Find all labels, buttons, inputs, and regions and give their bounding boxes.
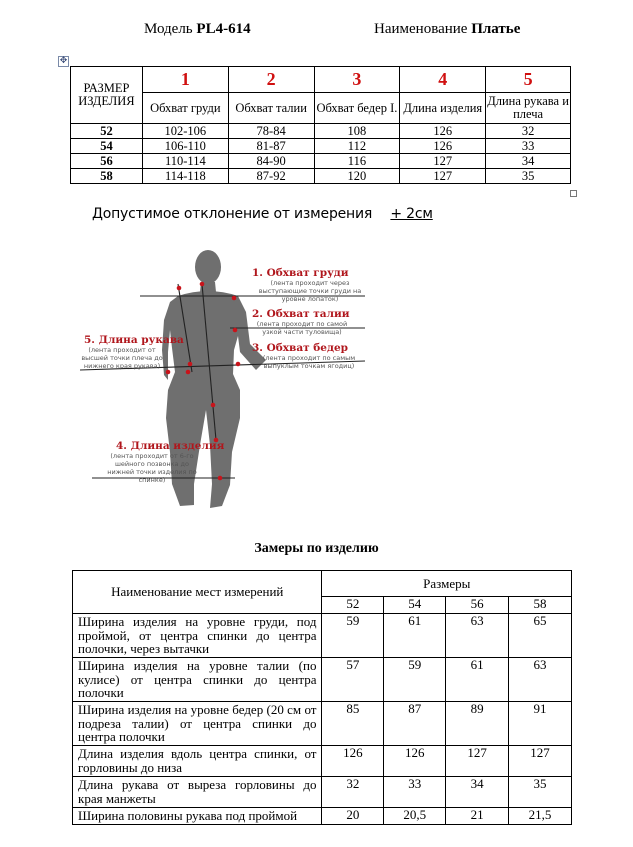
figure-note-waist: (лента проходит по самой узкой части туловища) <box>256 320 348 336</box>
measurements-table <box>72 570 572 825</box>
figure-note-chest: (лента проходит через выступающие точки груди на уровне лопаток) <box>258 279 362 303</box>
table-row <box>71 139 571 154</box>
table-cell: 126 <box>400 124 486 139</box>
table-cell: 127 <box>400 154 486 169</box>
table-cell: 126 <box>322 746 384 777</box>
table-row <box>73 777 572 808</box>
table-row <box>73 658 572 702</box>
table-cell: 87 <box>384 702 446 746</box>
figure-note-hips: (лента проходит по самым выпуклым точкам ягодиц) <box>262 354 356 370</box>
name-value: Платье <box>471 21 521 37</box>
figure-label-waist: 2. Обхват талии <box>252 308 350 320</box>
table-cell: 116 <box>314 154 400 169</box>
tolerance-value: + 2см <box>390 206 433 222</box>
sizes-header: Размеры <box>322 571 572 597</box>
size-column: 56 <box>446 597 509 614</box>
table-cell: 91 <box>509 702 572 746</box>
table-cell: 33 <box>486 139 571 154</box>
table-row <box>73 808 572 825</box>
figure-label-length: 4. Длина изделия <box>116 440 225 452</box>
size-table-corner: РАЗМЕР ИЗДЕЛИЯ <box>71 67 143 124</box>
size-table <box>70 66 571 184</box>
size-col-num: 1 <box>142 67 228 93</box>
table-cell: 114-118 <box>142 169 228 184</box>
table-cell: 21 <box>446 808 509 825</box>
table-resize-handle[interactable] <box>570 190 577 197</box>
name-label: Наименование <box>374 21 468 37</box>
table-cell: 32 <box>322 777 384 808</box>
model-label: Модель <box>144 21 193 37</box>
tolerance-text: Допустимое отклонение от измерения <box>92 206 373 222</box>
table-cell: 61 <box>446 658 509 702</box>
table-cell: 57 <box>322 658 384 702</box>
measure-name: Ширина изделия на уровне бедер (20 см от подреза талии) от центра спинки до центра полочки <box>73 702 322 746</box>
size-column: 54 <box>384 597 446 614</box>
name-header: Наименование мест измерений <box>73 571 322 614</box>
size-col-num: 3 <box>314 67 400 93</box>
name-line <box>374 21 520 38</box>
table-cell: 33 <box>384 777 446 808</box>
row-size: 58 <box>71 169 143 184</box>
table-cell: 102-106 <box>142 124 228 139</box>
table-cell: 112 <box>314 139 400 154</box>
row-size: 56 <box>71 154 143 169</box>
table-cell: 127 <box>446 746 509 777</box>
table-cell: 84-90 <box>228 154 314 169</box>
table-cell: 85 <box>322 702 384 746</box>
measure-name: Ширина половины рукава под проймой <box>73 808 322 825</box>
table-cell: 106-110 <box>142 139 228 154</box>
table-move-handle-icon[interactable]: ✥ <box>59 56 68 66</box>
size-col-label: Длина изделия <box>400 93 486 124</box>
measure-name: Длина рукава от выреза горловины до края манжеты <box>73 777 322 808</box>
size-col-num: 5 <box>486 67 571 93</box>
measure-name: Длина изделия вдоль центра спинки, от горловины до низа <box>73 746 322 777</box>
figure-note-sleeve: (лента проходит от высшей точки плеча до нижнего края рукава) <box>81 346 163 370</box>
table-cell: 63 <box>509 658 572 702</box>
figure-label-chest: 1. Обхват груди <box>252 267 349 279</box>
row-size: 54 <box>71 139 143 154</box>
table-cell: 34 <box>486 154 571 169</box>
table-cell: 35 <box>486 169 571 184</box>
measure-name: Ширина изделия на уровне талии (по кулисе) от центра спинки до центра полочки <box>73 658 322 702</box>
table-row <box>71 154 571 169</box>
table-cell: 78-84 <box>228 124 314 139</box>
size-column: 52 <box>322 597 384 614</box>
table-cell: 35 <box>509 777 572 808</box>
table-cell: 108 <box>314 124 400 139</box>
model-line <box>144 21 251 38</box>
size-col-num: 4 <box>400 67 486 93</box>
size-col-label: Обхват бедер I. <box>314 93 400 124</box>
figure-label-hips: 3. Обхват бедер <box>252 342 348 354</box>
size-col-num: 2 <box>228 67 314 93</box>
table-cell: 81-87 <box>228 139 314 154</box>
table-cell: 20,5 <box>384 808 446 825</box>
tolerance-line <box>92 206 433 222</box>
table-cell: 110-114 <box>142 154 228 169</box>
measurements-title: Замеры по изделию <box>254 541 379 556</box>
table-cell: 20 <box>322 808 384 825</box>
size-col-label: Обхват груди <box>142 93 228 124</box>
size-col-label: Обхват талии <box>228 93 314 124</box>
table-cell: 61 <box>384 614 446 658</box>
table-cell: 65 <box>509 614 572 658</box>
row-size: 52 <box>71 124 143 139</box>
table-cell: 127 <box>400 169 486 184</box>
figure-label-sleeve: 5. Длина рукава <box>84 334 184 346</box>
table-row <box>71 124 571 139</box>
table-row <box>71 169 571 184</box>
figure-note-length: (лента проходит от 6-го шейного позвонка до нижней точки изделия по спинке) <box>107 452 197 484</box>
table-cell: 87-92 <box>228 169 314 184</box>
table-cell: 89 <box>446 702 509 746</box>
measure-name: Ширина изделия на уровне груди, под проймой, от центра спинки до центра полочки, через вытачки <box>73 614 322 658</box>
table-cell: 59 <box>384 658 446 702</box>
table-cell: 32 <box>486 124 571 139</box>
table-cell: 126 <box>384 746 446 777</box>
table-row <box>73 746 572 777</box>
size-col-label: Длина рукава и плеча <box>486 93 571 124</box>
table-cell: 127 <box>509 746 572 777</box>
table-cell: 59 <box>322 614 384 658</box>
table-row <box>73 702 572 746</box>
table-row <box>73 614 572 658</box>
table-cell: 120 <box>314 169 400 184</box>
table-cell: 126 <box>400 139 486 154</box>
table-cell: 21,5 <box>509 808 572 825</box>
table-cell: 63 <box>446 614 509 658</box>
table-cell: 34 <box>446 777 509 808</box>
model-value: PL4-614 <box>196 21 251 37</box>
measurement-figure <box>80 240 380 515</box>
size-column: 58 <box>509 597 572 614</box>
